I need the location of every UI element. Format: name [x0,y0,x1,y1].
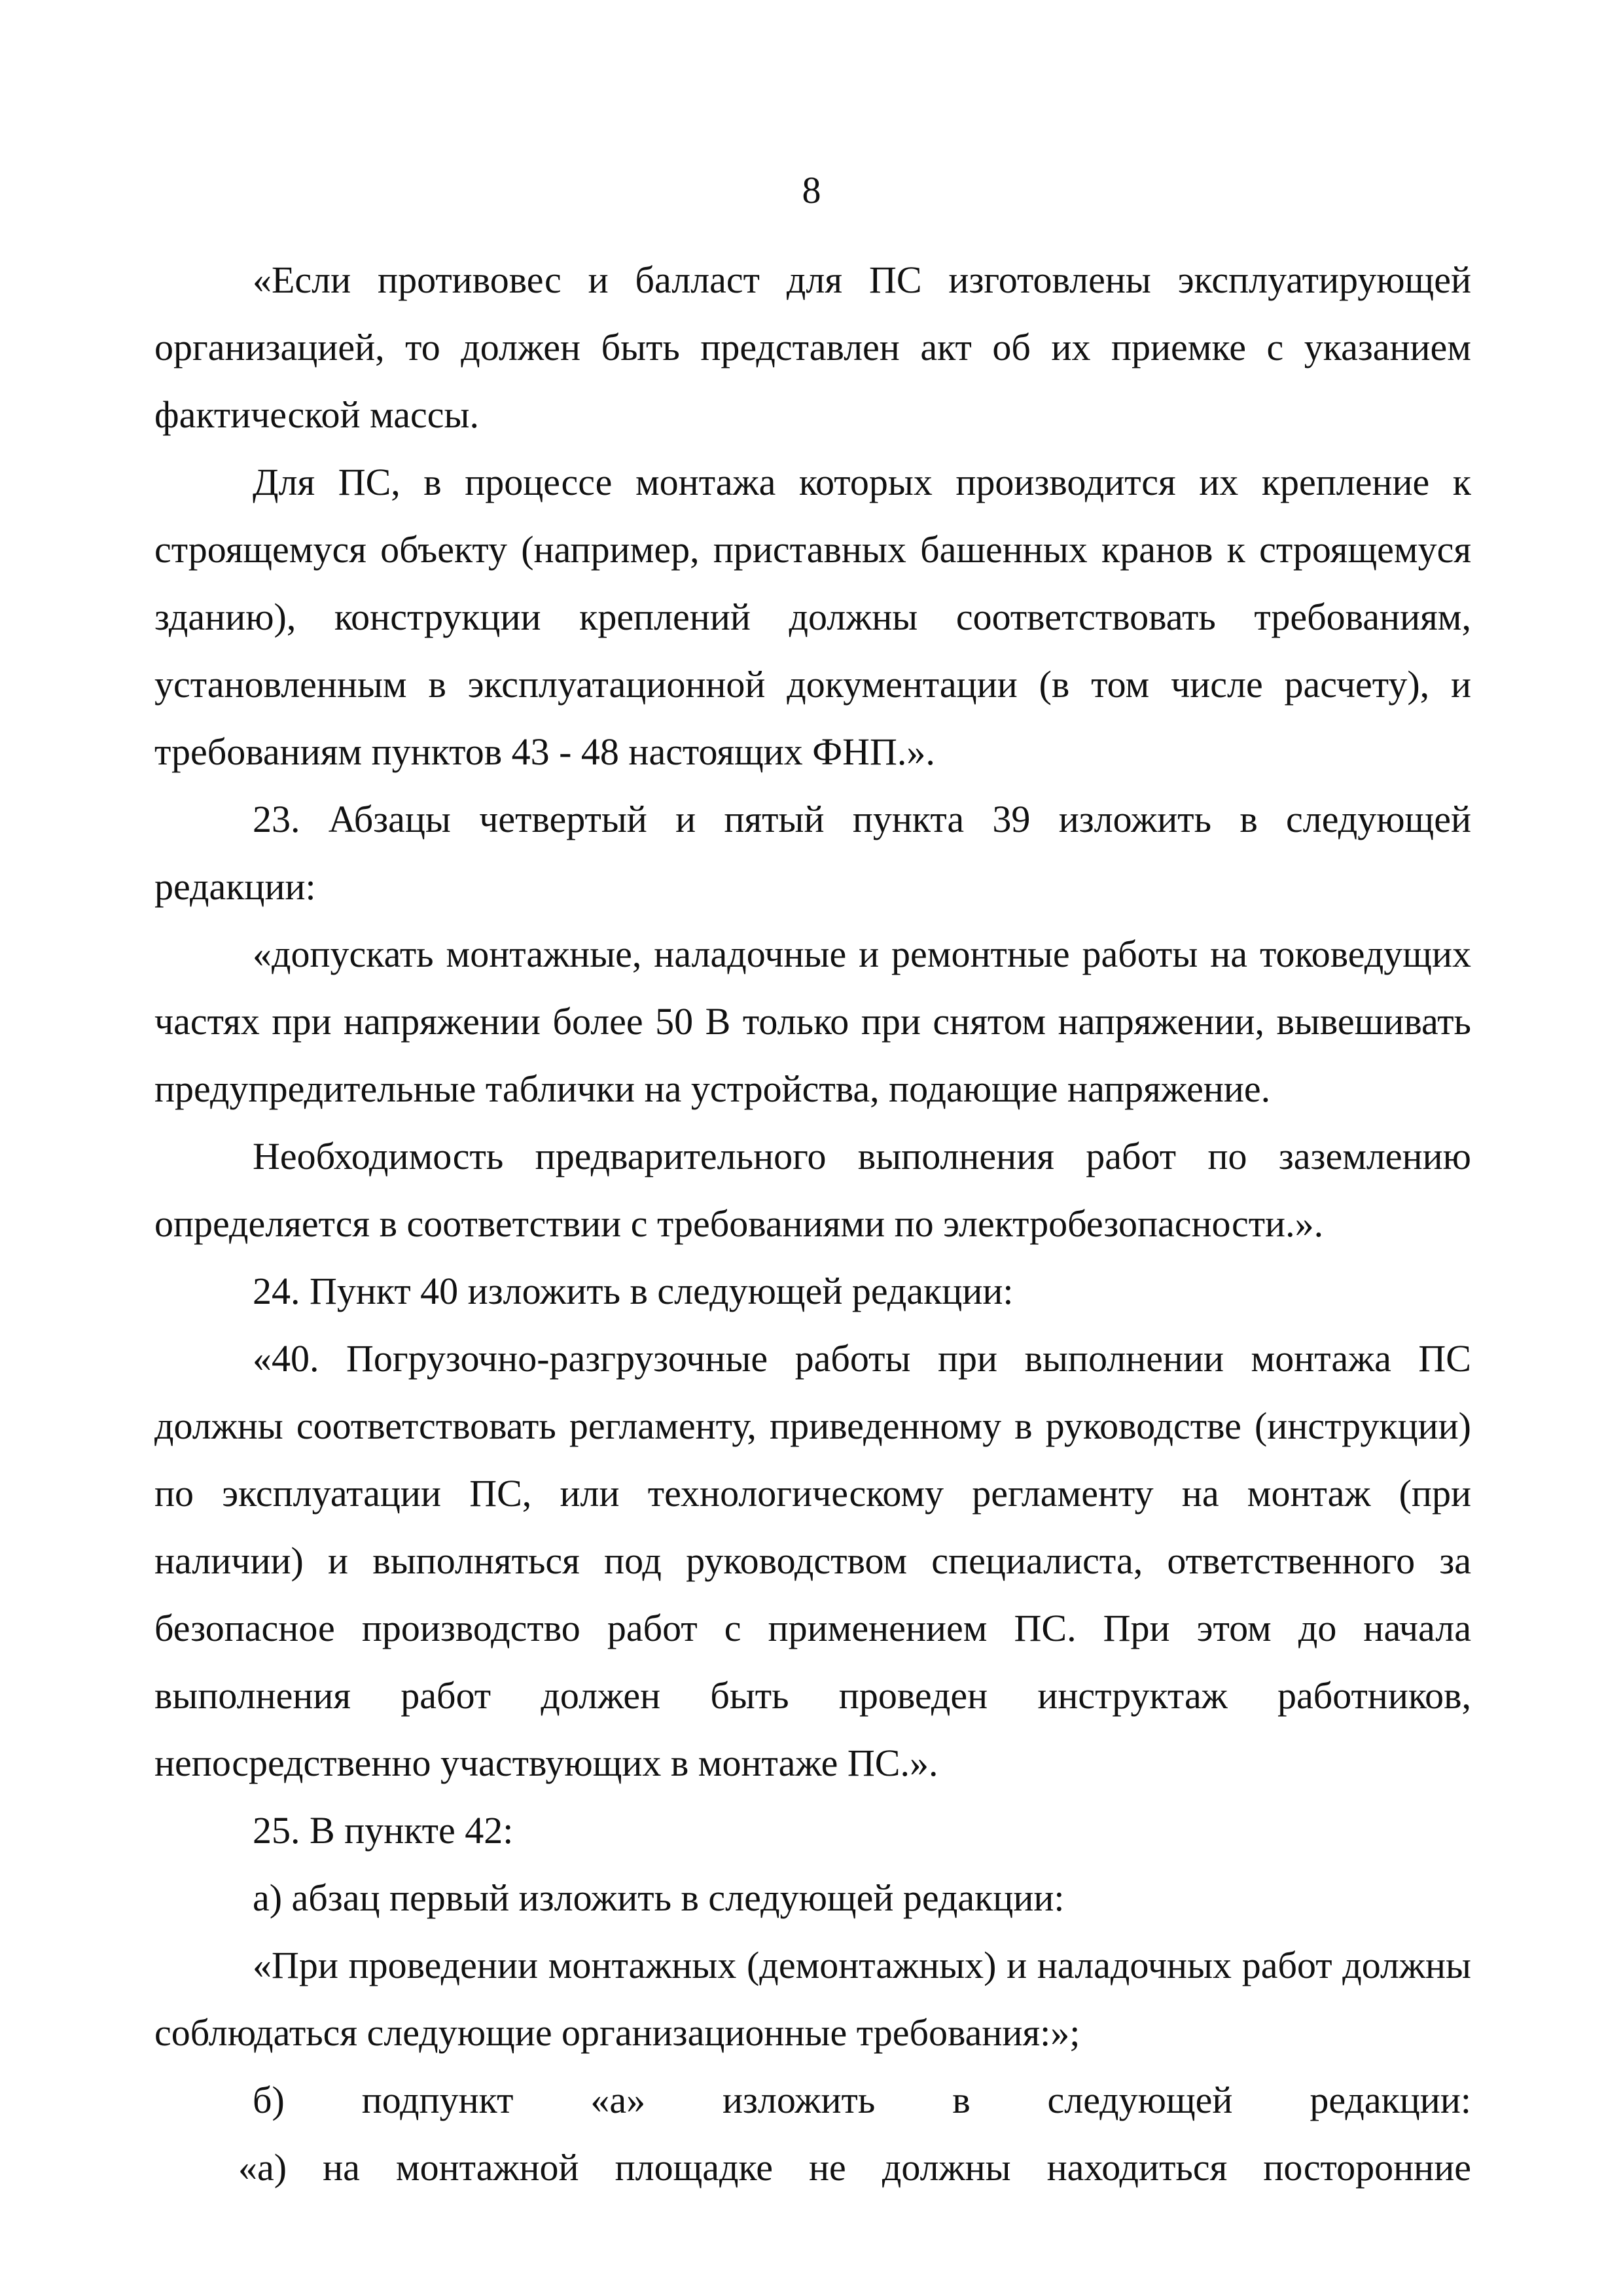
paragraph-requirements: «При проведении монтажных (демонтажных) и наладочных работ должны соблюдаться следующие организационные требования:»; [154,1944,1471,2054]
paragraph-grounding: Необходимость предварительного выполнения работ по заземлению определяется в соответствии с требованиями по электробезопасности.». [154,1135,1471,1245]
paragraph-subitem-a-text: «а) на монтажной площадке не должны находиться посторонние [238,2146,1471,2189]
paragraph-fastening: Для ПС, в процессе монтажа которых производится их крепление к строящемуся объекту (например, приставных башенных кранов к строящемуся зданию), конструкции креплений должны соответствовать требованиям, установленным в эксплуатационной документации (в том числе расчету), и требованиям пунктов 43 - 48 настоящих ФНП.». [154,461,1471,773]
paragraph-subitem-a: а) абзац первый изложить в следующей редакции: [253,1876,1065,1919]
paragraph-item-24: 24. Пункт 40 изложить в следующей редакции: [253,1270,1014,1312]
paragraph-counterweight: «Если противовес и балласт для ПС изготовлены эксплуатирующей организацией, то должен быть представлен акт об их приемке с указанием фактической массы. [154,259,1471,436]
paragraph-item-23: 23. Абзацы четвертый и пятый пункта 39 изложить в следующей редакции: [154,798,1471,908]
paragraph-item-40: «40. Погрузочно-разгрузочные работы при выполнении монтажа ПС должны соответствовать регламенту, приведенному в руководстве (инструкции) по эксплуатации ПС, или технологическому регламенту на монтаж (при наличии) и выполняться под руководством специалиста, ответственного за безопасное производство работ с применением ПС. При этом до начала выполнения работ должен быть проведен инструктаж работников, непосредственно участвующих в монтаже ПС.». [154,1337,1471,1784]
paragraph-live-parts: «допускать монтажные, наладочные и ремонтные работы на токоведущих частях при напряжении более 50 В только при снятом напряжении, вывешивать предупредительные таблички на устройства, подающие напряжение. [154,933,1471,1110]
page-number: 8 [802,169,821,211]
paragraph-item-25: 25. В пункте 42: [253,1809,514,1852]
paragraph-subitem-b: б) подпункт «а» изложить в следующей редакции: [253,2079,1471,2121]
document-body [154,246,1471,2201]
